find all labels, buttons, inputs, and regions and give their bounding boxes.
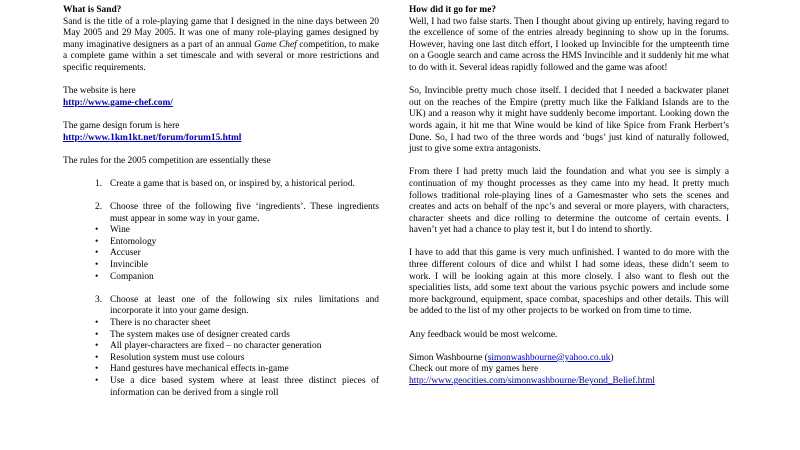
list-number: 2. [95,202,103,213]
rule-item-1 [63,179,379,191]
ingredient-item [63,225,379,237]
bullet-icon: • [95,248,99,259]
bullet-icon: • [95,260,99,271]
website-label: The website is here [63,86,136,97]
more-games-label: Check out more of my games here [409,364,539,375]
story-paragraph-3: From there I had pretty much laid the foundation and what you see is simply a continuation of my thought processes as they came into my head. It pretty much follows traditional role-playing lines of a Gamesmaster who sets the scenes and creates and acts on behalf of the npc’s and several or more players, with characters, character sheets and dice rolling to determine the outcome of certain events. I haven’t yet had a chance to play test it, but I do intend to shortly. [409,167,729,236]
story-paragraph-2: So, Invincible pretty much chose itself. I decided that I needed a backwater planet out on the reaches of the Empire (pretty much like the Falkland Islands are to the UK) and a reason why it might have suddenly become important. Looking down the words again, it hit me that Wine would be kind of like Spice from Frank Herbert’s Dune. So, I had two of the three words and ‘bugs’ just kind of naturally followed, just to give some extra antagonists. [409,86,729,155]
bullet-icon: • [95,352,99,363]
games-link-line [409,376,729,388]
limitation-label: Resolution system must use colours [110,352,245,363]
rule-item-3 [63,295,379,318]
signature-name: Simon Washbourne ( [409,352,488,363]
ingredient-label: Invincible [110,260,149,271]
bullet-icon: • [95,329,99,340]
limitation-label: The system makes use of designer created cards [110,329,290,340]
story-paragraph-4: I have to add that this game is very much unfinished. I wanted to do more with the three different colours of dice and whilst I had some ideas, these didn’t seem to work. I will be looking again at this more closely. I also want to flesh out the specialities lists, add some text about the various psychic powers and include some more background, equipment, space combat, spaceships and other details. This will be added to the list of my other projects to be worked on from time to time. [409,248,729,317]
forum-label: The game design forum is here [63,120,180,131]
section-heading-what-is-sand: What is Sand? [63,5,122,15]
bullet-icon: • [95,225,99,236]
list-number: 1. [95,178,103,189]
limitation-label: Hand gestures have mechanical effects in-game [110,364,289,375]
forum-link-line [63,133,379,145]
list-number: 3. [95,294,103,305]
limitation-item [63,330,379,342]
ingredient-label: Accuser [110,248,141,259]
rules-intro: The rules for the 2005 competition are essentially these [63,155,271,166]
ingredient-label: Entomology [110,236,157,247]
limitation-item [63,376,379,399]
rule-text: Create a game that is based on, or inspired by, a historical period. [110,178,355,189]
left-column [63,5,379,399]
bullet-icon: • [95,376,99,386]
bullet-icon: • [95,318,99,329]
ingredient-label: Wine [110,225,130,236]
limitation-label: There is no character sheet [110,318,211,329]
game-chef-italic: Game Chef [254,39,297,50]
game-chef-link[interactable]: http://www.game-chef.com/ [63,97,173,108]
beyond-belief-link[interactable]: http://www.geocities.com/simonwashbourne/Beyond_Belief.html [409,376,655,386]
website-link-line [63,98,379,110]
intro-text-end: competition, to make a complete game within a set timescale and with several or more restrictions and specific requirements. [63,39,379,73]
story-paragraph-1: Well, I had two false starts. Then I thought about giving up entirely, having regard to the excellence of some of the entries already beginning to show up in the forums. However, having one last ditch effort, I looked up Invincible for the umpteenth time on a Google search and came across the HMS Invincible and it suddenly hit me what to do with it. Several ideas rapidly followed and the game was afoot! [409,16,729,73]
limitation-label: Use a dice based system where at least three distinct pieces of information can be derived from a single roll [110,376,379,398]
section-heading-how-did-it-go: How did it go for me? [409,5,497,15]
ingredient-item [63,260,379,272]
limitation-label: All player-characters are fixed – no character generation [110,341,322,352]
ingredient-item [63,237,379,249]
right-column [409,5,729,388]
rule-text: Choose at least one of the following six rules limitations and incorporate it into your game design. [110,294,379,317]
intro-text-start: Sand is the title of a role-playing game that I designed in the nine days between 20 May 2005 and 29 May 2005. It was one of many role-playing games designed by many imaginative designers as a part of an annual [63,16,379,50]
email-link[interactable]: simonwashbourne@yahoo.co.uk [487,352,611,363]
rule-item-2 [63,202,379,225]
ingredient-item [63,248,379,260]
intro-paragraph [63,17,379,75]
limitation-item [63,341,379,353]
feedback-line: Any feedback would be most welcome. [409,329,558,340]
signature-close-paren: ) [610,352,614,363]
ingredient-item [63,272,379,284]
bullet-icon: • [95,271,99,282]
ingredient-label: Companion [110,271,154,282]
limitation-item [63,364,379,376]
limitation-item [63,318,379,330]
limitation-item [63,353,379,365]
bullet-icon: • [95,341,99,352]
bullet-icon: • [95,236,99,247]
rule-text: Choose three of the following five ‘ingredients’. These ingredients must appear in some way in your game. [110,202,379,224]
forum-link[interactable]: http://www.1km1kt.net/forum/forum15.html [63,132,242,143]
signature-line [409,353,729,365]
bullet-icon: • [95,364,99,375]
